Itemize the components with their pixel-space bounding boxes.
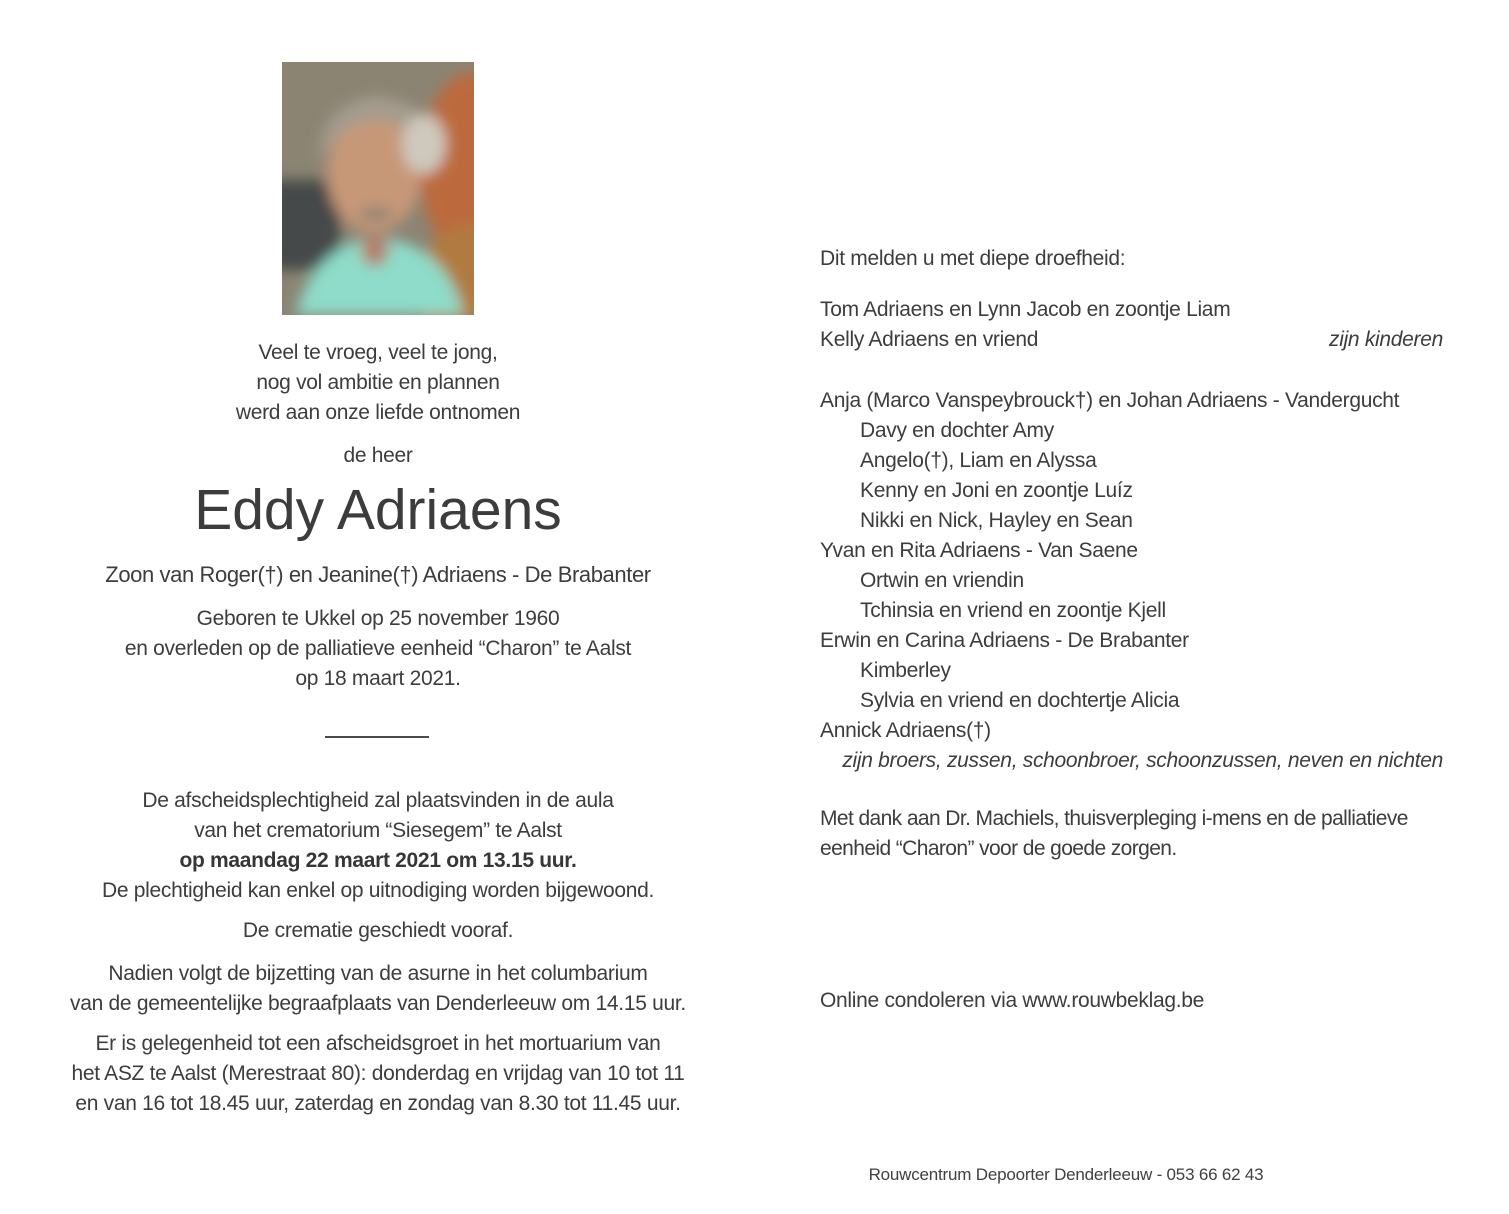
mortuary-line: en van 16 tot 18.45 uur, zaterdag en zondag van 8.30 tot 11.45 uur. [75, 1092, 681, 1115]
child-line: Kelly Adriaens en vriend [820, 328, 1039, 351]
family-line: Kenny en Joni en zoontje Luíz [860, 479, 1133, 502]
family-line: Sylvia en vriend en dochtertje Alicia [860, 689, 1180, 712]
family-role-label: zijn broers, zussen, schoonbroer, schoonzussen, neven en nichten [842, 749, 1443, 772]
family-line: Anja (Marco Vanspeybrouck†) en Johan Adriaens - Vandergucht [820, 389, 1400, 412]
family-line: Ortwin en vriendin [860, 569, 1024, 592]
acknowledgement-line: eenheid “Charon” voor de goede zorgen. [820, 837, 1177, 860]
verse-line: nog vol ambitie en plannen [256, 371, 500, 394]
cremation-block [40, 916, 716, 946]
portrait-photo-graphic [282, 62, 474, 315]
online-condolence-text: Online condoleren via www.rouwbeklag.be [820, 989, 1205, 1012]
verse-line: werd aan onze liefde ontnomen [235, 401, 521, 424]
online-condolence-block [820, 986, 1443, 1016]
family-line: Annick Adriaens(†) [820, 719, 991, 742]
mortuary-line: het ASZ te Aalst (Merestraat 80): donderdag en vrijdag van 10 tot 11 [71, 1062, 685, 1085]
mortuary-line: Er is gelegenheid tot een afscheidsgroet in het mortuarium van [95, 1032, 661, 1055]
columbarium-block [40, 959, 716, 1019]
family-block [820, 386, 1443, 776]
ceremony-line: De afscheidsplechtigheid zal plaatsvinden in de aula [142, 789, 614, 812]
deceased-name-block [40, 478, 716, 542]
ceremony-block [40, 786, 716, 906]
divider-rule [325, 736, 429, 738]
acknowledgement-block [820, 804, 1443, 864]
opening-verse [40, 338, 716, 428]
family-line: Erwin en Carina Adriaens - De Brabanter [820, 629, 1189, 652]
ceremony-note: De plechtigheid kan enkel op uitnodiging worden bijgewoond. [101, 879, 655, 902]
announcement-text: Dit melden u met diepe droefheid: [820, 247, 1126, 270]
ceremony-datetime: op maandag 22 maart 2021 om 13.15 uur. [179, 849, 577, 872]
death-line: en overleden op de palliatieve eenheid “Charon” te Aalst [124, 637, 632, 660]
children-block [820, 295, 1443, 355]
salutation-text: de heer [343, 444, 413, 467]
lineage-text: Zoon van Roger(†) en Jeanine(†) Adriaens - De Brabanter [105, 562, 651, 587]
death-date-line: op 18 maart 2021. [295, 667, 461, 690]
family-line: Angelo(†), Liam en Alyssa [860, 449, 1097, 472]
family-line: Davy en dochter Amy [860, 419, 1054, 442]
announcement-block [820, 244, 1443, 274]
ceremony-line: van het crematorium “Siesegem” te Aalst [194, 819, 562, 842]
birth-death-block [40, 604, 716, 694]
lineage-block [40, 560, 716, 590]
family-line: Kimberley [860, 659, 951, 682]
deceased-name: Eddy Adriaens [194, 478, 562, 542]
salutation [40, 441, 716, 471]
birth-line: Geboren te Ukkel op 25 november 1960 [196, 607, 560, 630]
children-role-label: zijn kinderen [1329, 328, 1443, 351]
family-line: Yvan en Rita Adriaens - Van Saene [820, 539, 1138, 562]
cremation-line: De crematie geschiedt vooraf. [242, 919, 514, 942]
portrait-photo [282, 62, 474, 315]
mortuary-block [40, 1029, 716, 1119]
acknowledgement-line: Met dank aan Dr. Machiels, thuisverpleging i-mens en de palliatieve [820, 807, 1408, 830]
columbarium-line: van de gemeentelijke begraafplaats van Denderleeuw om 14.15 uur. [70, 992, 686, 1015]
family-line: Tchinsia en vriend en zoontje Kjell [860, 599, 1166, 622]
family-line: Nikki en Nick, Hayley en Sean [860, 509, 1133, 532]
columbarium-line: Nadien volgt de bijzetting van de asurne in het columbarium [108, 962, 648, 985]
child-line: Tom Adriaens en Lynn Jacob en zoontje Liam [820, 298, 1231, 321]
funeral-home-footer: Rouwcentrum Depoorter Denderleeuw - 053 66 62 43 [868, 1165, 1264, 1184]
verse-line: Veel te vroeg, veel te jong, [258, 341, 498, 364]
